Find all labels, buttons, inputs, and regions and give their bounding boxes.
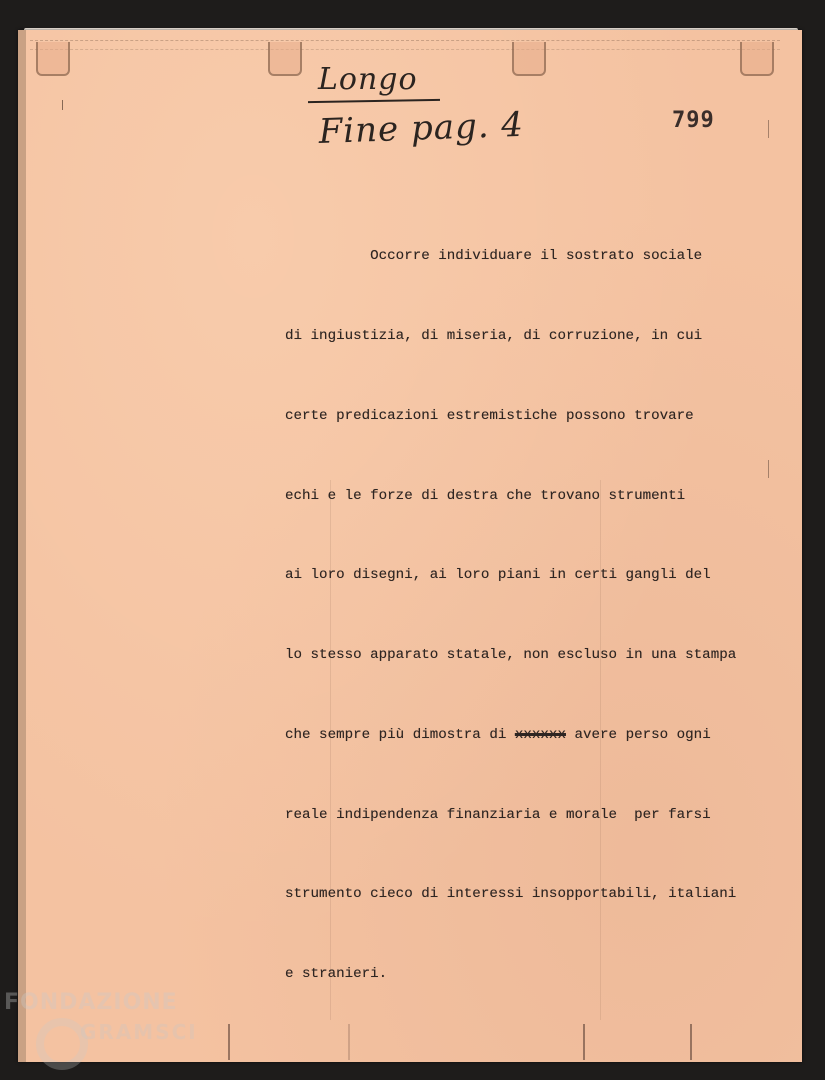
sheet-left-edge [18, 30, 26, 1062]
binder-clip-icon [740, 42, 774, 76]
typewritten-body [285, 190, 765, 1041]
margin-mark [62, 100, 67, 110]
body-line: certe predicazioni estremistiche possono trovare [285, 407, 694, 424]
body-line-start: che sempre più dimostra di [285, 726, 515, 743]
binder-clip-icon [268, 42, 302, 76]
binder-rail [30, 40, 780, 50]
page-number: 799 [672, 108, 715, 133]
edge-tick [768, 460, 769, 478]
watermark-text: GRAMSCI [80, 1020, 198, 1044]
handwritten-name: Longo [318, 62, 418, 97]
watermark-text: FONDAZIONE [4, 990, 178, 1015]
body-line: strumento cieco di interessi insopportabili, italiani [285, 886, 737, 903]
bottom-binder-rail [228, 1024, 693, 1060]
body-line: echi e le forze di destra che trovano strumenti [285, 487, 686, 504]
body-line-end: avere perso ogni [565, 726, 711, 743]
body-line: lo stesso apparato statale, non escluso in una stampa [285, 647, 737, 664]
body-line: e stranieri. [285, 966, 388, 983]
handwritten-note: Fine pag. 4 [318, 104, 525, 152]
body-line: Occorre individuare il sostrato sociale [285, 248, 703, 265]
body-line: ai loro disegni, ai loro piani in certi gangli del [285, 567, 711, 584]
rail-tick [690, 1024, 692, 1060]
binder-clip-icon [36, 42, 70, 76]
binder-clip-icon [512, 42, 546, 76]
body-line: di ingiustizia, di miseria, di corruzione, in cui [285, 327, 703, 344]
rail-tick [348, 1024, 350, 1060]
struck-out-word: xxxxxx [514, 726, 566, 743]
rail-tick [228, 1024, 230, 1060]
rail-tick [583, 1024, 585, 1060]
body-line-with-strikeout [285, 722, 765, 749]
edge-tick [768, 120, 769, 138]
body-line: reale indipendenza finanziaria e morale per farsi [285, 806, 711, 823]
